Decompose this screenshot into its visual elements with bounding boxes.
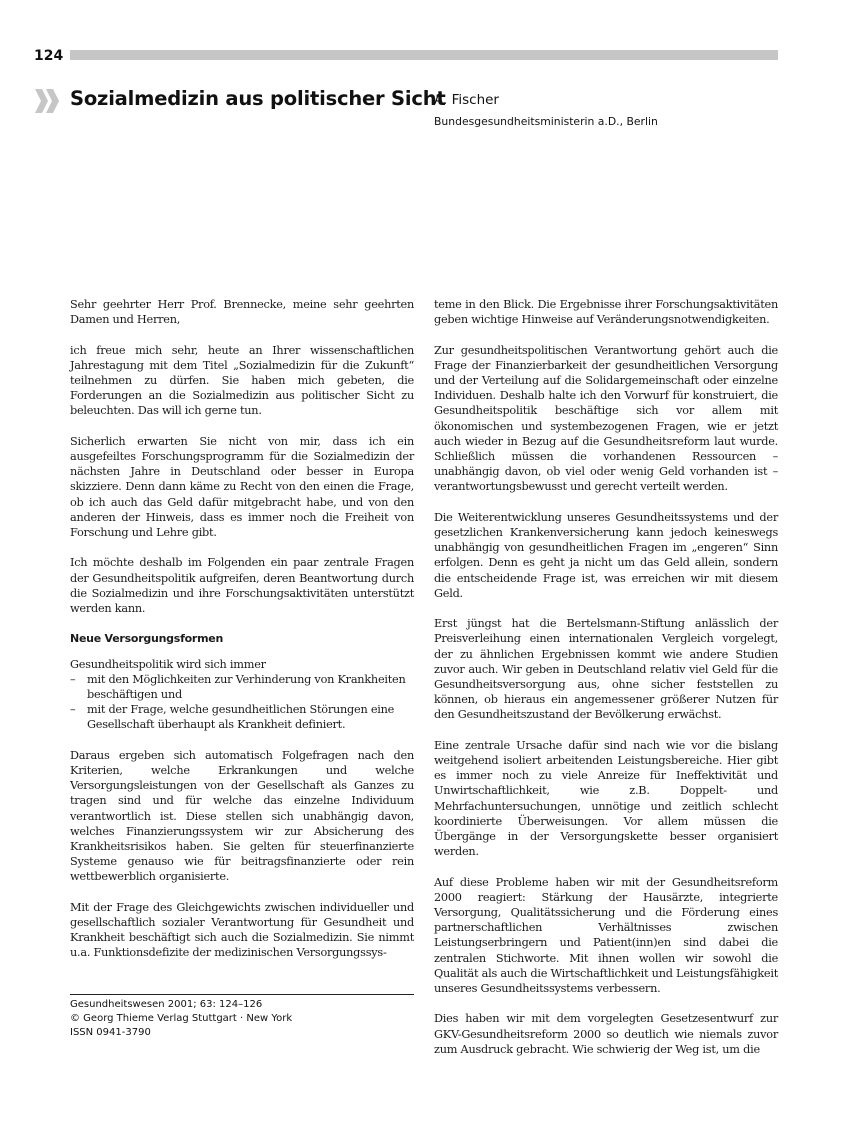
issn-line: ISSN 0941-3790	[70, 1027, 151, 1039]
body-paragraph: Mit der Frage des Gleichgewichts zwischen individueller und gesellschaftlich sozialer Verantwortung für Gesundheit und Krankheit beschäftigt sich auch die Sozialmedizin. Sie nimmt u.a. Funktionsdefizite der medizinischen Versorgungssys-	[70, 900, 414, 960]
list-item	[70, 672, 414, 702]
body-paragraph: Zur gesundheitspolitischen Verantwortung gehört auch die Frage der Finanzierbarkeit der gesundheitlichen Versorgung und der Verteilung auf die Solidargemeinschaft oder einzelne Individuen. Deshalb halte ich den Vorwurf für konstruiert, die Gesundheitspolitik beschäftige sich vor allem mit ökonomischen und systembezogenen Fragen, wie er jetzt auch wieder in Bezug auf die Gesundheitsreform laut wurde. Schließlich müssen die vorhandenen Ressourcen – unabhängig davon, ob viel oder wenig Geld vorhanden ist – verantwortungsbewusst und gerecht verteilt werden.	[434, 343, 778, 494]
body-paragraph: Eine zentrale Ursache dafür sind nach wie vor die bislang weitgehend isoliert arbeitenden Leistungsbereiche. Hier gibt es immer noch zu viele Anreize für Ineffektivität und Unwirtschaftlichkeit, wie z.B. Doppelt- und Mehrfachuntersuchungen, unnötige und zeitlich schlecht koordinierte Überweisungen. Vor allem müssen die Übergänge in der Versorgungskette besser organisiert werden.	[434, 738, 778, 859]
salutation-paragraph: Sehr geehrter Herr Prof. Brennecke, meine sehr geehrten Damen und Herren,	[70, 298, 414, 327]
publisher-line: © Georg Thieme Verlag Stuttgart · New York	[70, 1013, 293, 1025]
body-paragraph: teme in den Blick. Die Ergebnisse ihrer Forschungsaktivitäten geben wichtige Hinweise auf Veränderungsnotwendigkeiten.	[434, 298, 778, 327]
left-column	[70, 297, 414, 961]
body-paragraph: Erst jüngst hat die Bertelsmann-Stiftung anlässlich der Preisverleihung einen internationalen Vergleich vorgelegt, der zu ähnlichen Ergebnissen kommt wie andere Studien zuvor auch. Wir geben in Deutschland relativ viel Geld für die Gesundheitsversorgung aus, ohne sicher feststellen zu können, ob hieraus ein angemessener größerer Nutzen für den Gesundheitszustand der Bevölkerung erwächst.	[434, 617, 778, 722]
list-item	[70, 702, 414, 732]
list-item-text: mit der Frage, welche gesundheitlichen Störungen eine Gesellschaft überhaupt als Krankheit definiert.	[87, 703, 395, 732]
right-column	[434, 297, 778, 1057]
body-paragraph: Auf diese Probleme haben wir mit der Gesundheitsreform 2000 reagiert: Stärkung der Hausärzte, integrierte Versorgung, Qualitätssicherung und die Förderung eines partnerschaftlichen Verhältnisses zwischen Leistungserbringern und Patient(inn)en sind dabei die zentralen Stichworte. Mit ihnen wollen wir sowohl die Qualität als auch die Wirtschaftlichkeit und Leistungsfähigkeit unseres Gesundheitssystems verbessern.	[434, 875, 778, 996]
list-intro: Gesundheitspolitik wird sich immer	[70, 657, 266, 671]
author-name: A. Fischer	[434, 92, 499, 108]
list-dash: –	[70, 703, 76, 717]
list-dash: –	[70, 672, 76, 686]
page-number: 124	[34, 48, 64, 64]
body-paragraph: Daraus ergeben sich automatisch Folgefragen nach den Kriterien, welche Erkrankungen und welche Versorgungsleistungen von der Gesellschaft als Ganzes zu tragen sind und für welche das einzelne Individuum verantwortlich ist. Diese stellen sich unabhängig davon, welches Finanzierungssystem wir zur Absicherung des Krankheitsrisikos haben. Sie gelten für steuerfinanzierte Systeme genauso wie für beitragsfinanzierte oder rein wettbewerblich organisierte.	[70, 748, 414, 884]
author-affiliation: Bundesgesundheitsministerin a.D., Berlin	[434, 115, 658, 128]
marker-chevron-1	[35, 89, 48, 113]
publication-footer	[70, 998, 292, 1041]
body-paragraph: Dies haben wir mit dem vorgelegten Gesetzesentwurf zur GKV-Gesundheitsreform 2000 so deutlich wie niemals zuvor zum Ausdruck gebracht. Wie schwierig der Weg ist, um die	[434, 1012, 778, 1056]
body-paragraph: Die Weiterentwicklung unseres Gesundheitssystems und der gesetzlichen Krankenversicherung kann jedoch keineswegs unabhängig von gesundheitlichen Fragen im „engeren“ Sinn erfolgen. Denn es geht ja nicht um das Geld allein, sondern die entscheidende Frage ist, was erreichen wir mit diesem Geld.	[434, 510, 778, 600]
section-marker-icon	[35, 89, 65, 113]
journal-citation: Gesundheitswesen 2001; 63: 124–126	[70, 999, 263, 1010]
section-heading: Neue Versorgungsformen	[70, 632, 224, 646]
header-bar	[70, 50, 778, 60]
body-paragraph: Ich möchte deshalb im Folgenden ein paar zentrale Fragen der Gesundheitspolitik aufgreifen, deren Beantwortung durch die Sozialmedizin und ihre Forschungsaktivitäten unterstützt werden kann.	[70, 556, 414, 616]
body-paragraph: Sicherlich erwarten Sie nicht von mir, dass ich ein ausgefeiltes Forschungsprogramm für die Sozialmedizin der nächsten Jahre in Deutschland oder besser in Europa skizziere. Denn dann käme zu Recht von den einen die Frage, ob ich auch das Geld dafür mitgebracht habe, und von den anderen der Hinweis, dass es immer noch die Freiheit von Forschung und Lehre gibt.	[70, 434, 414, 540]
footer-rule	[70, 994, 414, 995]
dash-list	[70, 657, 414, 733]
list-item-text: mit den Möglichkeiten zur Verhinderung von Krankheiten beschäftigen und	[87, 672, 406, 702]
body-paragraph: ich freue mich sehr, heute an Ihrer wissenschaftlichen Jahrestagung mit dem Titel „Sozialmedizin für die Zukunft“ teilnehmen zu dürfen. Sie haben mich gebeten, die Forderungen an die Sozialmedizin aus politischer Sicht zu beleuchten. Das will ich gerne tun.	[70, 343, 414, 418]
article-title: Sozialmedizin aus politischer Sicht	[70, 87, 446, 110]
